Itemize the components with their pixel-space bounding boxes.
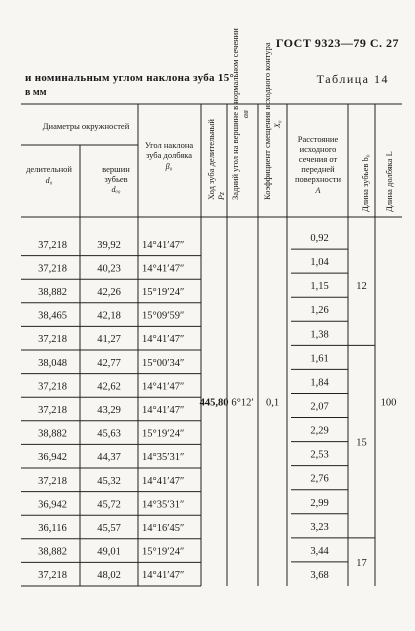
header-pitch-diameter: делительной: [26, 164, 72, 174]
helix-angle-value: 15°19′24″: [142, 287, 185, 298]
rake-angle-value: 6°12′: [231, 397, 254, 409]
helix-angle-value: 14°41′47″: [142, 239, 185, 251]
header-helix-angle: Угол наклона: [144, 140, 194, 150]
helix-angle-value: 15°19′24″: [142, 546, 185, 558]
header-distance-symbol: A: [315, 186, 321, 195]
helix-angle-value: 15°00′34″: [142, 357, 185, 369]
header-distance-4: передней: [301, 164, 335, 174]
table-subtitle: и номинальным углом наклона зуба 15°: [25, 72, 235, 84]
distance-value: 2,53: [310, 449, 329, 461]
helix-angle-value: 15°19′24″: [142, 428, 185, 440]
tip-diameter-value: 45,63: [97, 428, 121, 440]
header-lead-symbol: Pz: [217, 192, 226, 200]
header-helix-symbol: β₀: [165, 162, 173, 171]
header-rake-angle: Задний угол на вершине в нормальном сечении: [230, 28, 240, 200]
helix-angle-value: 14°41′47″: [142, 570, 185, 582]
table-number: Таблица 14: [316, 72, 389, 86]
shift-coefficient-value: 0,1: [265, 397, 280, 409]
pitch-diameter-value: 38,465: [38, 310, 67, 322]
helix-angle-value: 14°16′45″: [142, 523, 185, 534]
pitch-diameter-value: 38,882: [38, 428, 67, 440]
header-distance-5: поверхности: [294, 174, 342, 184]
tip-diameter-value: 44,37: [97, 452, 121, 464]
pitch-diameter-value: 37,218: [38, 239, 67, 251]
distance-value: 3,68: [310, 569, 329, 581]
pitch-diameter-value: 37,218: [38, 570, 67, 582]
tip-diameter-value: 45,57: [97, 523, 121, 534]
distance-value: 1,38: [310, 329, 329, 341]
tooth-length-value: 17: [356, 557, 367, 569]
document-reference: ГОСТ 9323—79 С. 27: [275, 36, 399, 50]
distance-value: 3,44: [310, 545, 329, 557]
tip-diameter-value: 41,27: [97, 334, 121, 346]
distance-value: 2,99: [310, 497, 329, 509]
tip-diameter-value: 42,18: [97, 310, 121, 322]
header-pitch-symbol: d₀: [45, 176, 53, 185]
pitch-diameter-value: 37,218: [38, 334, 67, 346]
header-distance-2: исходного: [299, 144, 337, 154]
tip-diameter-value: 45,72: [97, 499, 121, 511]
table-body: [38, 233, 396, 581]
units-label: в мм: [25, 87, 47, 98]
tip-diameter-value: 45,32: [97, 475, 121, 487]
lead-value: 445,80: [199, 397, 229, 409]
pitch-diameter-value: 36,116: [38, 523, 67, 534]
header-diameters: Диаметры окружностей: [42, 121, 130, 131]
header-rake-symbol: αв: [241, 110, 250, 118]
tooth-length-value: 15: [356, 437, 367, 449]
tip-diameter-value: 48,02: [97, 570, 121, 582]
distance-value: 0,92: [310, 233, 329, 245]
header-shift-symbol: X₀: [273, 120, 282, 128]
distance-value: 1,15: [310, 281, 329, 293]
helix-angle-value: 14°41′47″: [142, 405, 185, 416]
header-shift-coefficient: Коэффициент смещения исходного контура: [262, 42, 272, 200]
helix-angle-value: 14°41′47″: [142, 381, 185, 393]
header-distance: Расстояние: [297, 134, 339, 144]
distance-value: 1,61: [310, 353, 329, 365]
tip-diameter-value: 39,92: [97, 239, 121, 251]
distance-value: 2,29: [310, 425, 329, 437]
header-tooth-length: Длина зубьев b₀: [360, 154, 370, 212]
distance-value: 3,23: [310, 521, 329, 533]
tooth-length-value: 12: [356, 281, 367, 293]
header-lead: Ход зуба делительный: [206, 119, 216, 200]
pitch-diameter-value: 38,048: [38, 357, 67, 369]
pitch-diameter-value: 36,942: [38, 499, 67, 511]
header-tip-symbol: dₐ₀: [111, 185, 121, 194]
pitch-diameter-value: 37,218: [38, 263, 67, 275]
header-distance-3: сечения от: [298, 154, 338, 164]
header-cutter-length: Длина долбяка L: [384, 151, 394, 212]
cutter-length-value: 100: [380, 397, 397, 409]
distance-value: 1,04: [310, 257, 329, 269]
pitch-diameter-value: 37,218: [38, 475, 67, 487]
tip-diameter-value: 43,29: [97, 405, 121, 416]
distance-value: 1,84: [310, 377, 329, 389]
pitch-diameter-value: 37,218: [38, 381, 67, 393]
header-tip-diameter-2: зубьев: [104, 174, 128, 184]
helix-angle-value: 14°35′31″: [142, 452, 185, 464]
tip-diameter-value: 49,01: [97, 546, 121, 558]
tip-diameter-value: 42,26: [97, 287, 121, 298]
header-tip-diameter: вершин: [102, 164, 130, 174]
helix-angle-value: 14°35′31″: [142, 499, 185, 511]
tip-diameter-value: 42,77: [97, 357, 121, 369]
distance-value: 1,26: [310, 305, 329, 317]
tip-diameter-value: 42,62: [97, 381, 121, 393]
helix-angle-value: 14°41′47″: [142, 334, 185, 346]
helix-angle-value: 14°41′47″: [142, 475, 185, 487]
helix-angle-value: 15°09′59″: [142, 310, 185, 322]
helix-angle-value: 14°41′47″: [142, 263, 185, 275]
pitch-diameter-value: 38,882: [38, 287, 67, 298]
pitch-diameter-value: 36,942: [38, 452, 67, 464]
distance-value: 2,07: [310, 401, 329, 413]
pitch-diameter-value: 38,882: [38, 546, 67, 558]
distance-value: 2,76: [310, 473, 329, 485]
tip-diameter-value: 40,23: [97, 263, 121, 275]
pitch-diameter-value: 37,218: [38, 405, 67, 416]
header-helix-angle-2: зуба долбяка: [145, 150, 193, 160]
